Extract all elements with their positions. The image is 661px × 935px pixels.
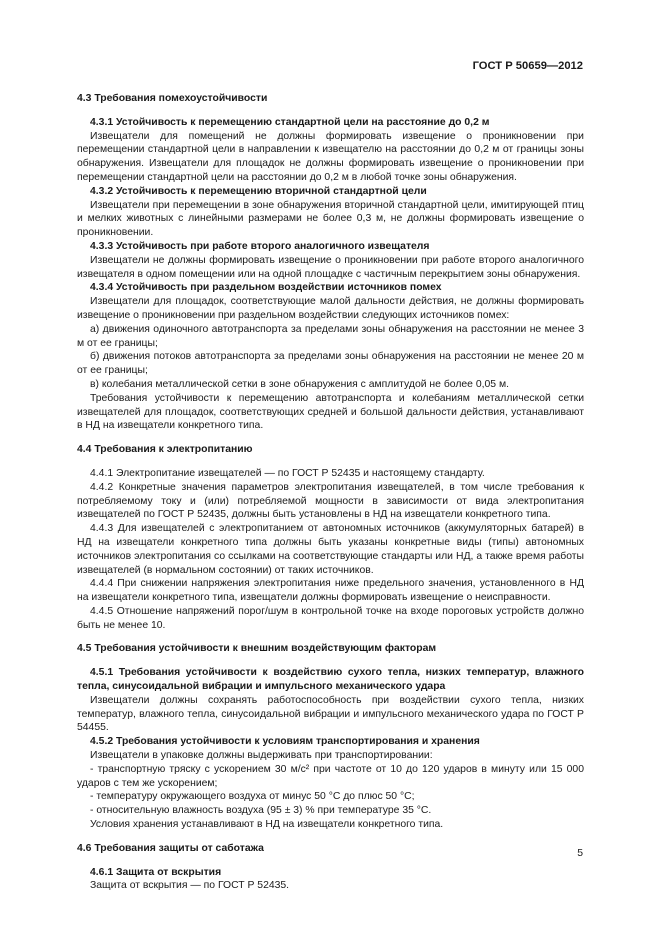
section-heading-4-6: 4.6 Требования защиты от саботажа [77, 842, 264, 854]
subsection-heading-4-3-4: 4.3.4 Устойчивость при раздельном воздействии источников помех [90, 282, 442, 294]
section-heading-4-4: 4.4 Требования к электропитанию [77, 444, 253, 456]
paragraph: 4.4.3 Для извещателей с электропитанием от автономных источников (аккумуляторных батарей) в НД на извещатели конкретного типа должны быть указаны конкретные виды (типы) автономных источников электропитания со ссылками на соответствующие стандарты или НД, а также время работы извещателей (в нормальном состоянии) от таких источников. [77, 523, 584, 576]
paragraph: Извещатели для помещений не должны формировать извещение о проникновении при перемещении стандартной цели в направлении к извещателю на расстоянии до 0,2 м от границы зоны обнаружения. Извещатели для площадок не должны формировать извещение о проникновении при перемещении стандартной цели на расстоянии до 0,2 м в любой точке зоны обнаружения. [77, 130, 584, 183]
paragraph: Условия хранения устанавливают в НД на извещатели конкретного типа. [90, 819, 444, 831]
paragraph: 4.4.2 Конкретные значения параметров электропитания извещателей, в том числе требования к потребляемому току и (или) потребляемой мощности в зависимости от вида электропитания извещателей по ГОСТ Р 52435, должны быть установлены в НД на извещатели конкретного типа. [77, 481, 584, 521]
paragraph: 4.4.1 Электропитание извещателей — по ГОСТ Р 52435 и настоящему стандарту. [90, 467, 485, 479]
section-heading-4-5: 4.5 Требования устойчивости к внешним воздействующим факторам [77, 643, 437, 655]
document-body [77, 92, 584, 893]
list-item: а) движения одиночного автотранспорта за пределами зоны обнаружения на расстоянии не менее 3 м от ее границы; [77, 323, 584, 349]
paragraph: Извещатели для площадок, соответствующие малой дальности действия, не должны формировать извещение о проникновении при раздельном воздействии следующих источников помех: [77, 296, 584, 321]
list-item: - транспортную тряску с ускорением 30 м/с² при частоте от 10 до 120 ударов в минуту или 15 000 ударов с тем же ускорением; [77, 763, 584, 789]
paragraph: Извещатели не должны формировать извещение о проникновении при работе второго аналогичного извещателя в одном помещении или на одной площадке с частичным перекрытием зоны обнаружения. [77, 254, 584, 280]
subsection-heading-4-6-1: 4.6.1 Защита от вскрытия [90, 866, 222, 878]
paragraph: Требования устойчивости к перемещению автотранспорта и колебаниям металлической сетки извещателей для площадок, соответствующих средней и большой дальности действия, устанавливают в НД на извещатели конкретного типа. [77, 392, 584, 432]
document-header: ГОСТ Р 50659—2012 [472, 60, 583, 72]
list-item: б) движения потоков автотранспорта за пределами зоны обнаружения на расстоянии не менее 20 м от ее границы; [77, 351, 584, 377]
subsection-heading-4-5-1: 4.5.1 Требования устойчивости к воздействию сухого тепла, низких температур, влажного тепла, синусоидальной вибрации и импульсного механического удара [77, 667, 584, 693]
paragraph: Защита от вскрытия — по ГОСТ Р 52435. [90, 880, 290, 892]
subsection-heading-4-3-2: 4.3.2 Устойчивость к перемещению вторичной стандартной цели [90, 185, 427, 197]
page-number: 5 [577, 848, 583, 859]
paragraph: Извещатели при перемещении в зоне обнаружения вторичной стандартной цели, имитирующей птиц и мелких животных с линейными размерами не более 0,3 м, не должны формировать извещение о проникновении. [77, 199, 584, 239]
paragraph: 4.4.5 Отношение напряжений порог/шум в контрольной точке на входе пороговых устройств должно быть не менее 10. [77, 605, 584, 631]
paragraph: Извещатели в упаковке должны выдерживать при транспортировании: [90, 750, 433, 762]
list-item: - температуру окружающего воздуха от минус 50 °С до плюс 50 °С; [90, 791, 415, 803]
list-item: - относительную влажность воздуха (95 ± 3) % при температуре 35 °С. [90, 805, 432, 817]
subsection-heading-4-3-1: 4.3.1 Устойчивость к перемещению стандартной цели на расстояние до 0,2 м [90, 116, 490, 128]
subsection-heading-4-3-3: 4.3.3 Устойчивость при работе второго аналогичного извещателя [90, 240, 430, 252]
section-heading-4-3: 4.3 Требования помехоустойчивости [77, 93, 268, 104]
paragraph: 4.4.4 При снижении напряжения электропитания ниже предельного значения, установленного в НД на извещатели конкретного типа, извещатели должны формировать извещение о неисправности. [77, 578, 584, 604]
list-item: в) колебания металлической сетки в зоне обнаружения с амплитудой не более 0,05 м. [90, 378, 509, 390]
subsection-heading-4-5-2: 4.5.2 Требования устойчивости к условиям транспортирования и хранения [90, 736, 480, 748]
paragraph: Извещатели должны сохранять работоспособность при воздействии сухого тепла, низких температур, влажного тепла, синусоидальной вибрации и импульсного механического удара по ГОСТ Р 54455. [77, 694, 584, 734]
